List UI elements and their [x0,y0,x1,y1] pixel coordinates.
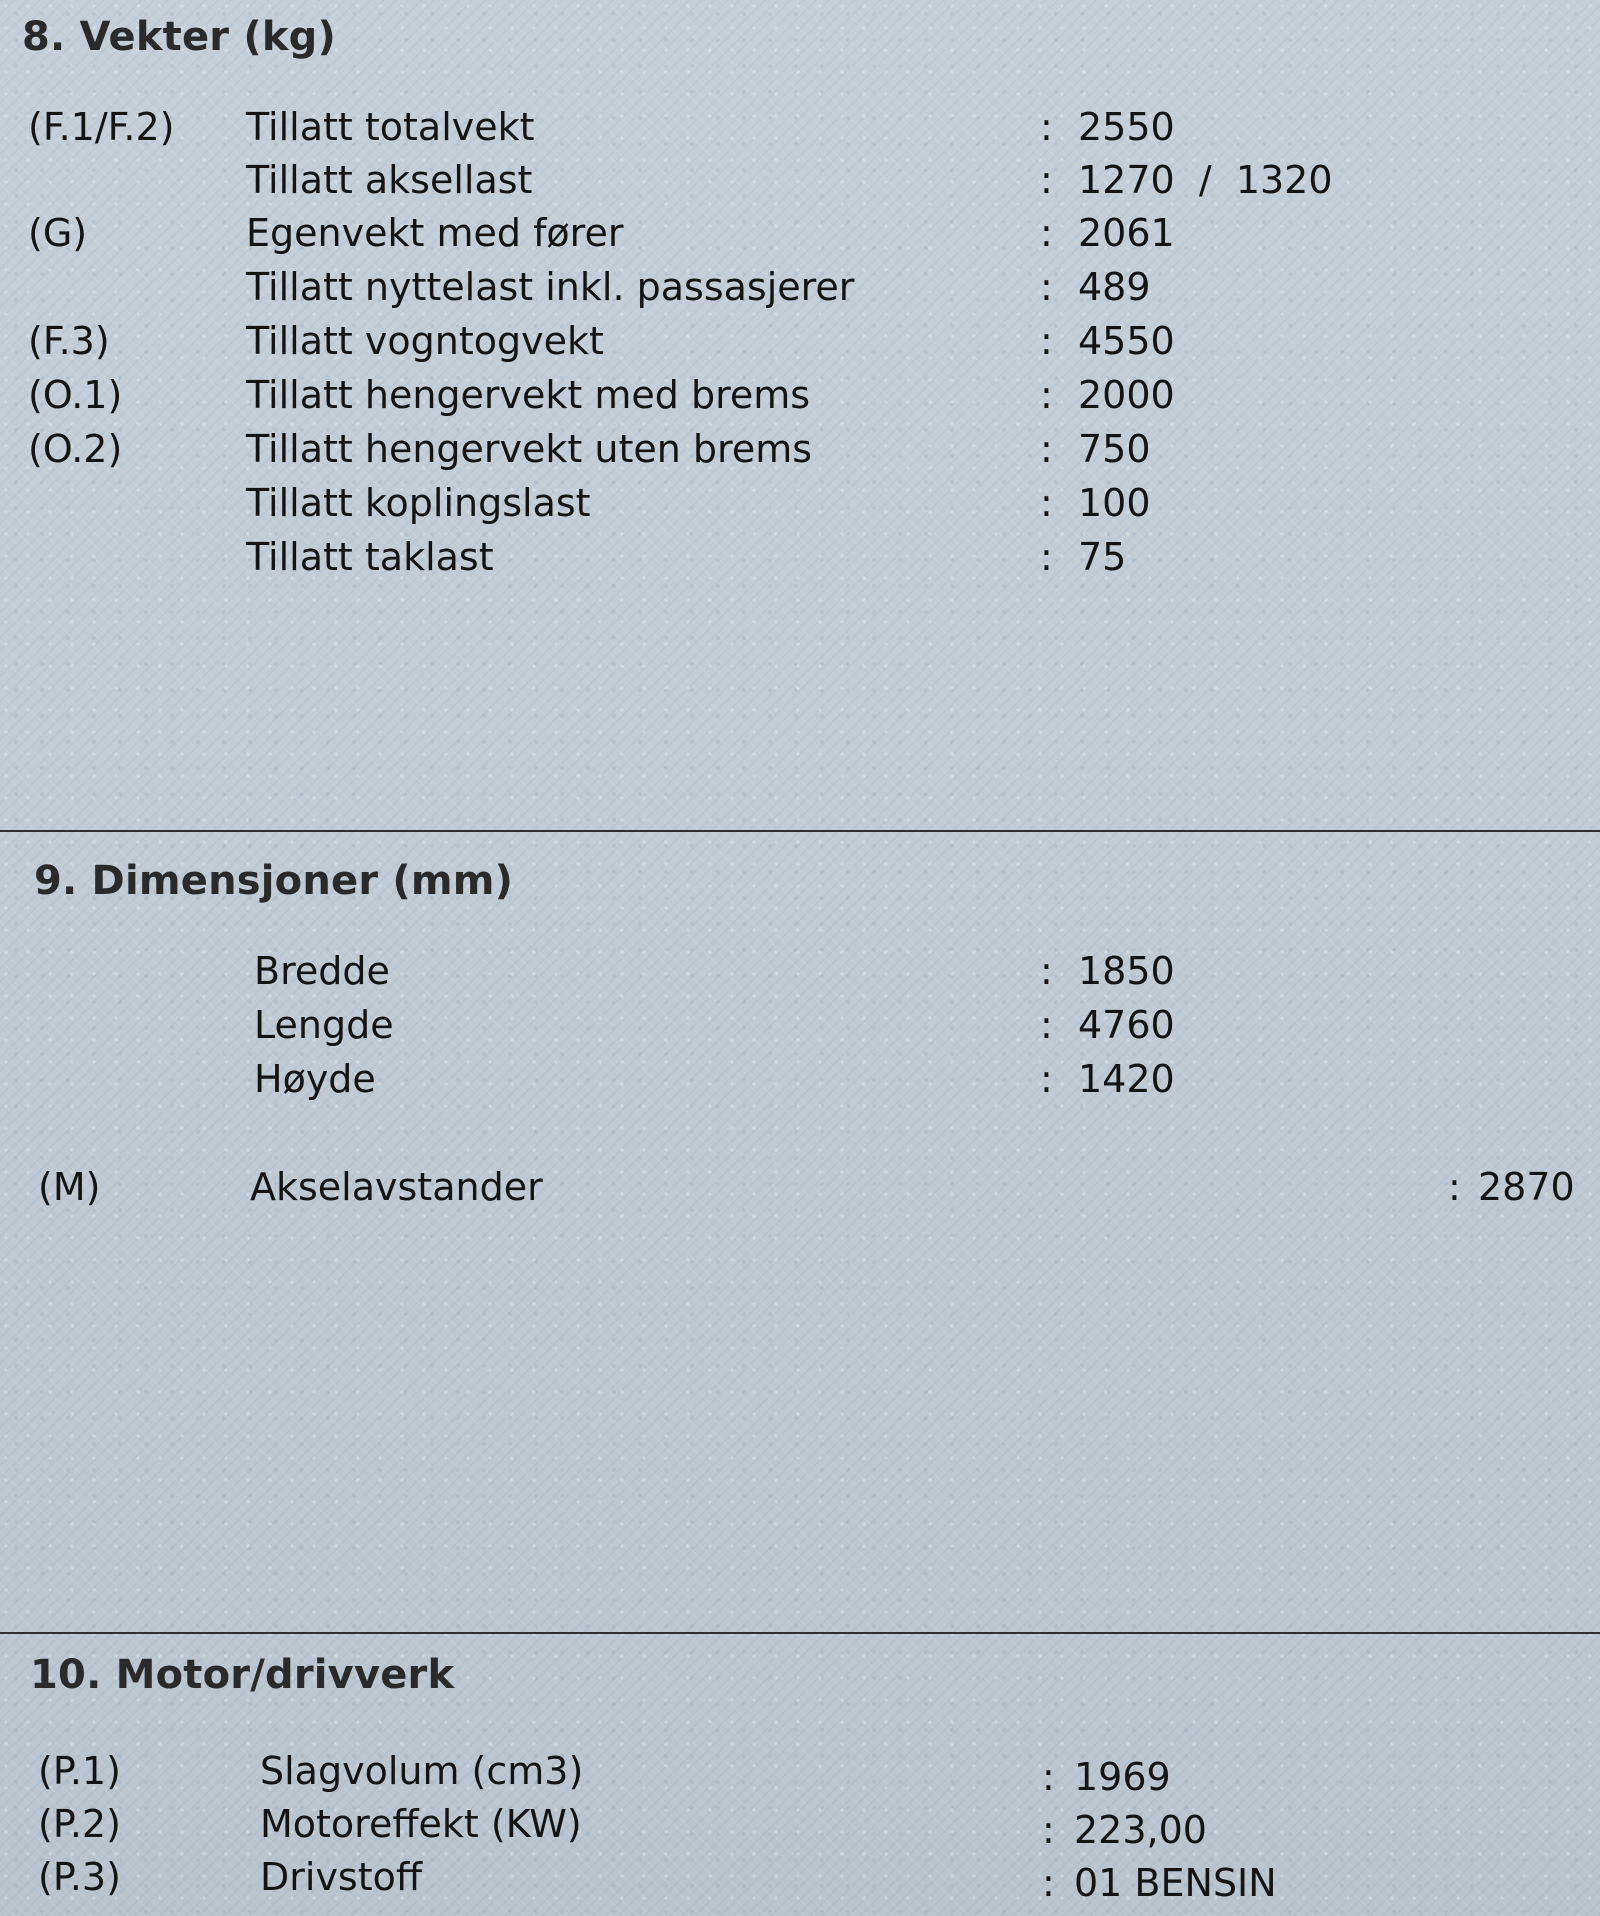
dimension-row-height [0,1054,1600,1104]
row-colon: : [1040,1057,1053,1101]
row-colon: : [1040,265,1053,309]
row-code: (O.2) [28,427,123,471]
row-code: (M) [38,1165,101,1209]
row-label: Tillatt hengervekt med brems [246,373,811,417]
dimension-row-length [0,1000,1600,1050]
row-colon: : [1448,1165,1461,1209]
row-colon: : [1040,373,1053,417]
weight-row-trailer-unbraked [0,424,1600,474]
row-colon: : [1042,1755,1055,1799]
row-value: 1850 [1078,949,1175,993]
row-label: Bredde [254,949,390,993]
row-value: 1969 [1074,1755,1171,1799]
dimension-row-wheelbase [0,1162,1600,1212]
row-colon: : [1040,319,1053,363]
row-code: (F.3) [28,319,110,363]
row-label: Tillatt hengervekt uten brems [246,427,813,471]
row-label: Høyde [254,1057,376,1101]
row-colon: : [1040,481,1053,525]
row-code: (P.3) [38,1855,121,1899]
dimension-row-width [0,946,1600,996]
row-code: (P.1) [38,1749,121,1793]
row-value: 100 [1078,481,1151,525]
row-value: 1270 / 1320 [1078,158,1333,202]
row-label: Tillatt taklast [246,535,494,579]
row-label: Tillatt koplingslast [246,481,591,525]
row-label: Tillatt vogntogvekt [246,319,604,363]
section-divider [0,830,1600,832]
row-value: 489 [1078,265,1151,309]
motor-row-displacement [0,1746,1600,1799]
row-label: Lengde [254,1003,394,1047]
row-colon: : [1040,211,1053,255]
row-code: (O.1) [28,373,123,417]
row-label: Egenvekt med fører [246,211,624,255]
row-label: Tillatt aksellast [246,158,533,202]
row-colon: : [1042,1861,1055,1905]
row-value: 2000 [1078,373,1175,417]
row-value: 4550 [1078,319,1175,363]
row-value: 750 [1078,427,1151,471]
weight-row-trailer-braked [0,370,1600,420]
motor-row-fuel [0,1852,1600,1905]
row-colon: : [1040,105,1053,149]
row-code: (G) [28,211,88,255]
section-title-dimensions: 9. Dimensjoner (mm) [34,858,514,904]
weight-row-coupling [0,478,1600,528]
row-label: Tillatt nyttelast inkl. passasjerer [246,265,855,309]
row-code: (F.1/F.2) [28,105,175,149]
row-value: 2550 [1078,105,1175,149]
row-value: 75 [1078,535,1127,579]
weight-row-roof-load [0,532,1600,582]
row-label: Motoreffekt (KW) [260,1802,582,1846]
row-colon: : [1042,1808,1055,1852]
section-title-motor: 10. Motor/drivverk [30,1652,455,1698]
row-value: 2870 [1478,1165,1575,1209]
row-colon: : [1040,949,1053,993]
weight-row-payload [0,262,1600,312]
weight-row-total [0,102,1600,152]
row-label: Tillatt totalvekt [246,105,535,149]
row-label: Akselavstander [250,1165,543,1209]
row-colon: : [1040,158,1053,202]
row-value: 2061 [1078,211,1175,255]
row-value: 223,00 [1074,1808,1207,1852]
section-title-weights: 8. Vekter (kg) [22,14,336,60]
row-code: (P.2) [38,1802,121,1846]
row-label: Slagvolum (cm3) [260,1749,584,1793]
row-value: 4760 [1078,1003,1175,1047]
row-colon: : [1040,427,1053,471]
row-label: Drivstoff [260,1855,423,1899]
row-colon: : [1040,535,1053,579]
weight-row-axle-load [0,155,1600,205]
row-colon: : [1040,1003,1053,1047]
weight-row-curb-weight [0,208,1600,258]
row-value: 1420 [1078,1057,1175,1101]
row-value: 01 BENSIN [1074,1861,1277,1905]
section-divider [0,1632,1600,1634]
weight-row-combination [0,316,1600,366]
motor-row-power [0,1799,1600,1852]
